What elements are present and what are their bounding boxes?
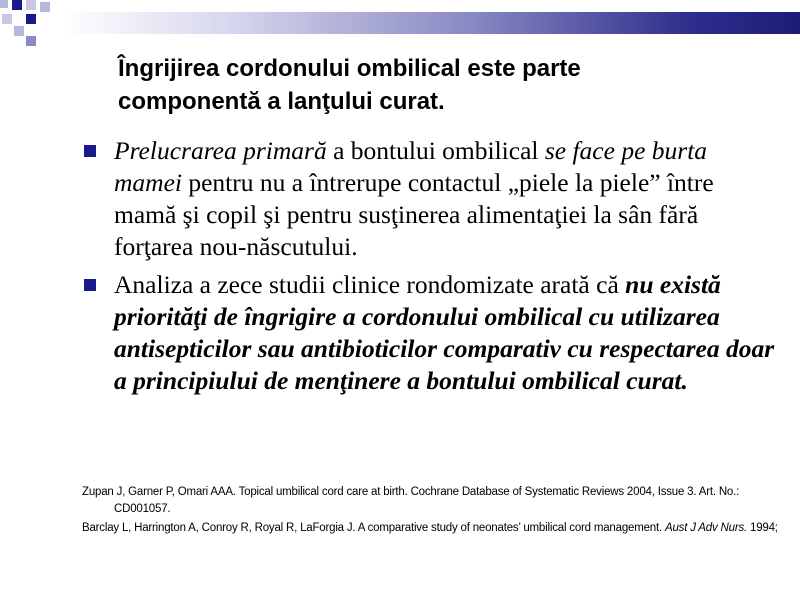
corner-square bbox=[2, 14, 12, 24]
bullet-square-icon bbox=[84, 279, 96, 291]
reference-2-journal: Aust J Adv Nurs. bbox=[664, 522, 747, 534]
corner-square bbox=[26, 36, 36, 46]
bullet-list bbox=[80, 135, 780, 403]
corner-square bbox=[26, 14, 36, 24]
reference-item bbox=[82, 520, 782, 537]
reference-2-text: Barclay L, Harrington A, Conroy R, Royal R, LaForgia J. A comparative study of neonates’ umbilical cord management. bbox=[82, 522, 665, 534]
bullet-square-icon bbox=[84, 145, 96, 157]
corner-square bbox=[14, 26, 24, 36]
bullet-1-italic-b: se face pe burta mamei bbox=[114, 136, 708, 197]
bullet-item bbox=[80, 135, 780, 263]
bullet-1-text-a: a bontului ombilical bbox=[326, 136, 545, 165]
header-gradient-bar bbox=[62, 12, 800, 34]
corner-square bbox=[26, 0, 36, 10]
slide-title-line-1: Îngrijirea cordonului ombilical este parte bbox=[118, 55, 581, 82]
slide-title bbox=[118, 52, 778, 118]
bullet-item bbox=[80, 269, 780, 397]
corner-square bbox=[0, 0, 8, 8]
corner-square bbox=[40, 2, 50, 12]
bullet-1-text-b: pentru nu a întrerupe contactul „piele la piele” între mamă şi copil şi pentru susţinerea alimentaţiei la sân fără forţarea nou-născutului. bbox=[114, 168, 714, 261]
references bbox=[82, 484, 782, 539]
corner-square bbox=[12, 0, 22, 10]
bullet-2-text: Analiza a zece studii clinice rondomizate arată că bbox=[114, 270, 626, 299]
bullet-1-italic-a: Prelucrarea primară bbox=[114, 136, 327, 165]
reference-1-text: Zupan J, Garner P, Omari AAA. Topical umbilical cord care at birth. Cochrane Database of Systematic Reviews 2004, Issue 3. Art. No.: CD001057. bbox=[82, 486, 740, 515]
bullet-2-bold-italic: nu există priorităţi de îngrigire a cordonului ombilical cu utilizarea antisepticilor sau antibioticilor comparativ cu respectarea doar a principiului de menţinere a bontului ombilical curat. bbox=[114, 270, 775, 395]
reference-2-year: 1994; bbox=[747, 522, 778, 534]
slide-title-line-2: componentă a lanţului curat. bbox=[118, 88, 445, 115]
reference-item bbox=[82, 484, 782, 518]
